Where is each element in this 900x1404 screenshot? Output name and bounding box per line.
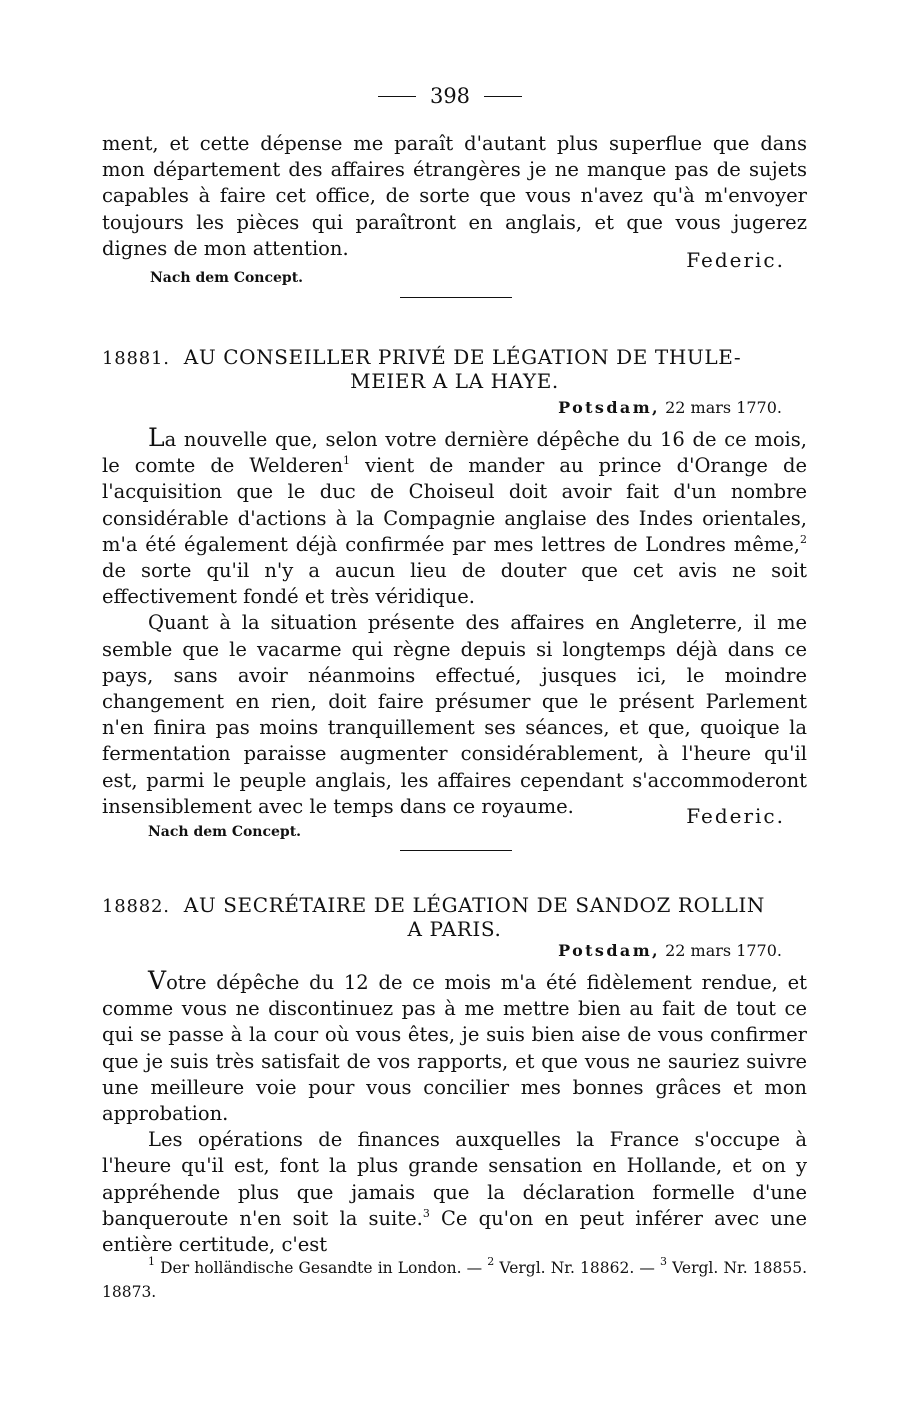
paragraph-text: de sorte qu'il n'y a aucun lieu de douter que cet avis ne soit effectivement fondé et très véridique. xyxy=(102,559,807,609)
letter-heading-18881 xyxy=(102,345,807,393)
dateline-place: Potsdam, xyxy=(558,941,660,960)
separator-rule-1 xyxy=(400,297,512,298)
separator-rule-2 xyxy=(400,850,512,851)
letter-number: 18882. xyxy=(102,896,170,917)
footnote-text: Der holländische Gesandte in London. — xyxy=(155,1259,488,1277)
footnote-ref: 1 xyxy=(343,454,351,468)
footnote-text: Vergl. Nr. 18862. — xyxy=(494,1259,661,1277)
footnote-mark: 1 xyxy=(148,1255,155,1268)
dateline-date: 22 mars 1770. xyxy=(665,941,782,960)
paragraph-text: otre dépêche du 12 de ce mois m'a été fidèlement rendue, et comme vous ne discontinuez pas à me mettre bien au fait de tout ce qui se passe à la cour où vous êtes, je suis bien aise de vous confirmer que je suis très satisfait de vos rapports, et que vous ne sauriez suivre une meilleure voie pour vous concilier mes bonnes grâces et mon approbation. xyxy=(102,971,807,1126)
initial-letter: V xyxy=(148,966,167,995)
page-number xyxy=(0,84,900,108)
paragraph xyxy=(102,425,807,610)
paragraph-text: Les opérations de finances auxquelles la France s'occupe à l'heure qu'il est, font la plus grande sensation en Hollande, et on y appréhende plus que jamais que la déclaration formelle d'une banqueroute n'en soit la suite. xyxy=(102,1128,807,1230)
letter-addressee-cont: MEIER A LA HAYE. xyxy=(350,369,559,393)
dash-right xyxy=(484,96,522,97)
initial-letter: L xyxy=(148,423,165,452)
paragraph xyxy=(102,1127,807,1258)
dateline-date: 22 mars 1770. xyxy=(665,398,782,417)
source-note-1: Nach dem Concept. xyxy=(150,270,304,286)
letter-number: 18881. xyxy=(102,348,170,369)
dateline-18882 xyxy=(102,941,782,960)
paragraph-text: a nouvelle que, selon votre dernière dépêche du 16 de ce mois, le comte de Welderen xyxy=(102,428,807,478)
paragraph-text: vient de mander au prince d'Orange de l'acquisition que le duc de Choiseul doit avoir fait d'un nombre considérable d'actions à la Compagnie anglaise des Indes orientales, m'a été également déjà confirmée par mes lettres de Londres même, xyxy=(102,454,807,556)
paragraph: Quant à la situation présente des affaires en Angleterre, il me semble que le vacarme qui règne depuis si longtemps déjà dans ce pays, sans avoir néanmoins effectué, jusques ici, le moindre changement en rien, doit faire présumer que le présent Parlement n'en finira pas moins tranquillement ses séances, et que, quoique la fermentation paraisse augmenter considérablement, à l'heure qu'il est, parmi le peuple anglais, les affaires cependant s'accommoderont insensiblement avec le temps dans ce royaume. xyxy=(102,611,807,818)
signature-1: Federic. xyxy=(686,248,785,272)
letter-addressee: AU SECRÉTAIRE DE LÉGATION DE SANDOZ ROLLIN xyxy=(183,893,765,917)
letter-body-18881 xyxy=(102,425,807,820)
footnote-text: Vergl. Nr. 18855. 18873. xyxy=(102,1259,808,1301)
footnote-mark: 3 xyxy=(660,1255,668,1268)
paragraph xyxy=(102,968,807,1127)
footnote-mark: 2 xyxy=(487,1255,495,1268)
dash-left xyxy=(378,96,416,97)
continuation-text: ment, et cette dépense me paraît d'autant plus superflue que dans mon département des affaires étrangères je ne manque pas de sujets capables à faire cet office, de sorte que vous n'avez qu'à m'envoyer toujours les pièces qui paraîtront en anglais, et que vous jugerez dignes de mon attention. xyxy=(102,132,807,260)
signature-2: Federic. xyxy=(686,804,785,828)
letter-heading-18882 xyxy=(102,893,807,941)
letter-body-18882 xyxy=(102,968,807,1258)
source-note-2: Nach dem Concept. xyxy=(148,824,302,840)
continuation-paragraph xyxy=(102,131,807,262)
footnote-line xyxy=(102,1256,807,1304)
paragraph-text: Ce qu'on en peut inférer avec une entière certitude, c'est xyxy=(102,1206,807,1257)
page-number-text: 398 xyxy=(429,84,471,108)
footnote-ref: 2 xyxy=(800,532,807,546)
footnote-ref: 3 xyxy=(422,1206,430,1220)
footnotes xyxy=(102,1256,807,1304)
letter-addressee: AU CONSEILLER PRIVÉ DE LÉGATION DE THULE- xyxy=(183,345,742,369)
letter-addressee-cont: A PARIS. xyxy=(407,917,502,941)
dateline-18881 xyxy=(102,398,782,417)
dateline-place: Potsdam, xyxy=(558,398,660,417)
